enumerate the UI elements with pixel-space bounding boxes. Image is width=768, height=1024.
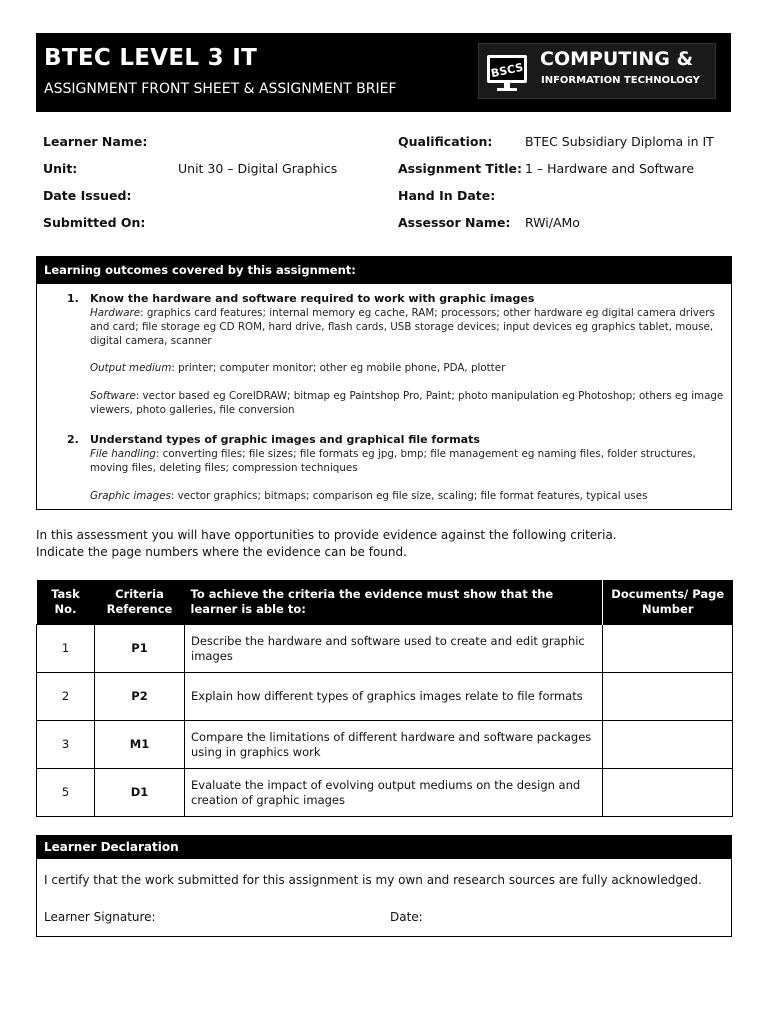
unit-value: Unit 30 – Digital Graphics [178,161,338,176]
qualification-value: BTEC Subsidiary Diploma in IT [525,134,714,149]
intro-line-2: Indicate the page numbers where the evidence can be found. [36,545,407,559]
logo-line-2: INFORMATION TECHNOLOGY [541,75,700,86]
criteria-reference: P1 [95,625,185,673]
task-number: 5 [37,769,95,817]
table-row [37,721,733,769]
learner-declaration-header: Learner Declaration [37,836,731,859]
document-title: BTEC LEVEL 3 IT [44,45,258,71]
logo-badge: BSCS [489,60,525,81]
criteria-reference: M1 [95,721,185,769]
learning-outcomes-header: Learning outcomes covered by this assignment: [37,257,731,284]
declaration-statement: I certify that the work submitted for this assignment is my own and research sources are fully acknowledged. [44,873,702,887]
criteria-reference-header: Criteria Reference [95,580,185,625]
outcome-2-graphic-images: Graphic images: vector graphics; bitmaps; comparison eg file size, scaling; file format features, typical uses [90,490,648,502]
monitor-icon [484,49,532,93]
page-number-cell[interactable] [603,769,733,817]
evidence-header: To achieve the criteria the evidence must show that the learner is able to: [185,580,603,625]
submitted-on-label: Submitted On: [43,215,146,230]
declaration-date-label: Date: [390,910,423,924]
task-no-header: Task No. [37,580,95,625]
criteria-description: Evaluate the impact of evolving output mediums on the design and creation of graphic images [185,769,603,817]
task-number: 2 [37,673,95,721]
documents-page-header: Documents/ Page Number [603,580,733,625]
outcome-number: 1. [67,292,79,305]
assessor-name-label: Assessor Name: [398,215,511,230]
outcome-heading: Know the hardware and software required to work with graphic images [90,292,535,305]
outcome-1-output-medium: Output medium: printer; computer monitor; other eg mobile phone, PDA, plotter [90,362,506,374]
outcome-1-hardware: Hardware: graphics card features; internal memory eg cache, RAM; processors; other hardware eg digital camera drivers and card; file storage eg CD ROM, hard drive, flash cards, USB storage devices; input devices eg graphics tablet, mouse, digital camera, scanner [90,307,715,347]
department-logo [478,43,716,99]
page-number-cell[interactable] [603,625,733,673]
task-number: 1 [37,625,95,673]
document-header [36,33,731,112]
outcome-heading: Understand types of graphic images and graphical file formats [90,433,480,446]
logo-line-1: COMPUTING & [540,48,694,70]
intro-line-1: In this assessment you will have opportunities to provide evidence against the following criteria. [36,528,617,542]
date-issued-label: Date Issued: [43,188,132,203]
criteria-description: Explain how different types of graphics images relate to file formats [185,673,603,721]
table-row [37,625,733,673]
criteria-description: Describe the hardware and software used to create and edit graphic images [185,625,603,673]
qualification-label: Qualification: [398,134,493,149]
assignment-title-label: Assignment Title: [398,161,522,176]
task-number: 3 [37,721,95,769]
unit-label: Unit: [43,161,78,176]
learner-signature-label: Learner Signature: [44,910,156,924]
page-number-cell[interactable] [603,673,733,721]
hand-in-date-label: Hand In Date: [398,188,496,203]
criteria-reference: P2 [95,673,185,721]
table-row [37,769,733,817]
criteria-reference: D1 [95,769,185,817]
document-subtitle: ASSIGNMENT FRONT SHEET & ASSIGNMENT BRIEF [44,81,397,97]
criteria-table [36,580,733,817]
table-row [37,673,733,721]
criteria-description: Compare the limitations of different hardware and software packages using in graphics work [185,721,603,769]
outcome-1-software: Software: vector based eg CorelDRAW; bitmap eg Paintshop Pro, Paint; photo manipulation eg Photoshop; others eg image viewers, photo galleries, file conversion [90,390,724,416]
learner-name-label: Learner Name: [43,134,148,149]
outcome-number: 2. [67,433,79,446]
page-number-cell[interactable] [603,721,733,769]
assessor-name-value: RWi/AMo [525,215,580,230]
learner-declaration-box [36,835,732,937]
criteria-header-row [37,580,733,625]
assignment-title-value: 1 – Hardware and Software [525,161,695,176]
outcome-2-file-handling: File handling: converting files; file sizes; file formats eg jpg, bmp; file management eg naming files, folder structures, moving files, deleting files; compression techniques [90,448,696,474]
learning-outcomes-box [36,256,732,510]
